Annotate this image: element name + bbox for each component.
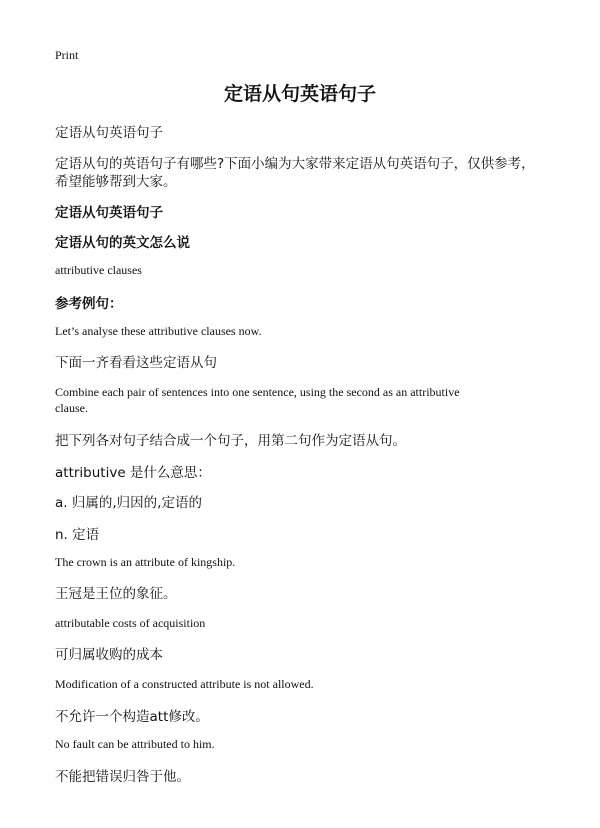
examples-heading: 参考例句： xyxy=(55,296,123,312)
intro-line-1: 定语从句的英语句子有哪些?下面小编为大家带来定语从句英语句子，仅供参考， xyxy=(55,156,535,172)
example-4-chinese: 可归属收购的成本 xyxy=(55,647,163,663)
example-6-english: No fault can be attributed to him. xyxy=(55,737,215,751)
page-title: 定语从句英语句子 xyxy=(223,83,376,105)
intro-line-2: 希望能够帮到大家。 xyxy=(55,174,177,190)
example-4-english: attributable costs of acquisition xyxy=(55,616,206,630)
meaning-question: attributive 是什么意思： xyxy=(55,465,211,481)
section-heading-1: 定语从句英语句子 xyxy=(55,205,163,221)
example-5-chinese: 不允许一个构造att修改。 xyxy=(55,709,209,725)
example-1-chinese: 下面一齐看看这些定语从句 xyxy=(55,355,217,371)
subtitle: 定语从句英语句子 xyxy=(55,125,163,141)
example-2-chinese: 把下列各对句子结合成一个句子，用第二句作为定语从句。 xyxy=(55,433,406,449)
example-3-chinese: 王冠是王位的象征。 xyxy=(55,586,177,602)
example-1-english: Let’s analyse these attributive clauses now. xyxy=(55,324,262,338)
example-5-english: Modification of a constructed attribute is not allowed. xyxy=(55,677,314,691)
definition-adjective: a. 归属的,归因的,定语的 xyxy=(55,495,202,511)
example-2-english-line-1: Combine each pair of sentences into one sentence, using the second as an attributive xyxy=(55,385,460,399)
print-label: Print xyxy=(55,48,79,62)
example-2-english-line-2: clause. xyxy=(55,401,88,415)
example-3-english: The crown is an attribute of kingship. xyxy=(55,555,236,569)
section-heading-2: 定语从句的英文怎么说 xyxy=(55,235,190,251)
definition-noun: n. 定语 xyxy=(55,527,100,543)
term-english: attributive clauses xyxy=(55,263,142,277)
example-6-chinese: 不能把错误归咎于他。 xyxy=(55,769,190,785)
